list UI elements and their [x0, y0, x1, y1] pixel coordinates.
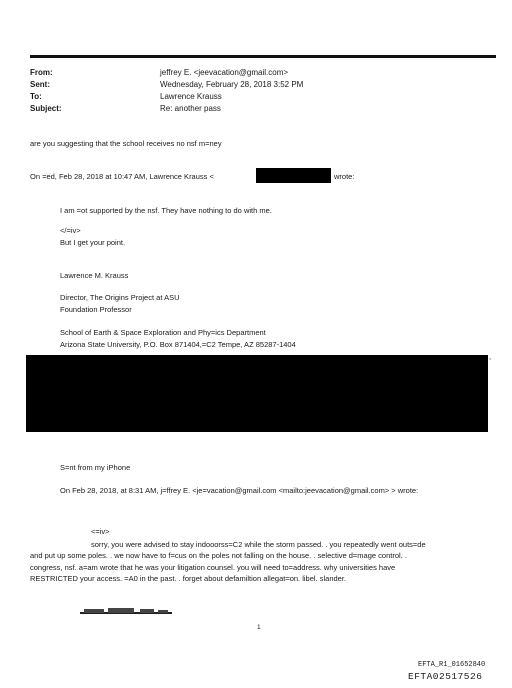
redaction-email: [256, 168, 331, 183]
quote-line-1: sorry, you were advised to stay indooorss=C2 while the storm passed. . you repeatedly went outs=de: [91, 540, 426, 549]
attribution-1-prefix: On =ed, Feb 28, 2018 at 10:47 AM, Lawrence Krauss <: [30, 172, 214, 181]
signature-name: Lawrence M. Krauss: [60, 271, 129, 280]
reply-line-1: I am =ot supported by the nsf. They have nothing to do with me.: [60, 206, 272, 215]
to-value: Lawrence Krauss: [160, 92, 222, 101]
sent-from-iphone: S=nt from my iPhone: [60, 463, 131, 472]
attribution-2: On Feb 28, 2018, at 8:31 AM, j=ffrey E. <je=vacation@gmail.com <mailto:jeevacation@gmail.com> > wrote:: [60, 486, 419, 495]
sent-label: Sent:: [30, 80, 50, 89]
quote-div-tag: <=iv>: [91, 527, 110, 536]
signature-department: School of Earth & Space Exploration and Phy=ics Department: [60, 328, 266, 337]
to-label: To:: [30, 92, 42, 101]
stray-mark: ,: [489, 352, 492, 361]
reply-line-2: But I get your point.: [60, 238, 126, 247]
footer-id-2: EFTA02517526: [408, 671, 483, 682]
cut-off-text-fragment: [80, 604, 172, 614]
header-rule: [30, 55, 496, 58]
attribution-1-suffix: wrote:: [334, 172, 355, 181]
from-value: jeffrey E. <jeevacation@gmail.com>: [160, 68, 289, 77]
body-line-1: are you suggesting that the school receives no nsf m=ney: [30, 139, 222, 148]
signature-title-2: Foundation Professor: [60, 305, 132, 314]
quote-line-2: and put up some poles. . we now have to f=cus on the poles not falling on the house. . selective d=mage control. .: [30, 551, 407, 560]
redaction-block: [26, 355, 488, 432]
subject-label: Subject:: [30, 104, 62, 113]
quote-line-3: congress, nsf. a=am wrote that he was your litigation counsel. you will need to=address. why universities have: [30, 563, 396, 572]
signature-title-1: Director, The Origins Project at ASU: [60, 293, 180, 302]
footer-id-1: EFTA_R1_01652840: [418, 661, 486, 669]
subject-value: Re: another pass: [160, 104, 221, 113]
page-number: 1: [257, 624, 261, 631]
quote-line-4: RESTRICTED your access. =A0 in the past. . forget about defamiltion allegat=on. libel. slander.: [30, 574, 346, 583]
from-label: From:: [30, 68, 53, 77]
reply-div-tag: </=iv>: [60, 226, 81, 235]
signature-address: Arizona State University, P.O. Box 871404,=C2 Tempe, AZ 85287-1404: [60, 340, 296, 349]
sent-value: Wednesday, February 28, 2018 3:52 PM: [160, 80, 304, 89]
